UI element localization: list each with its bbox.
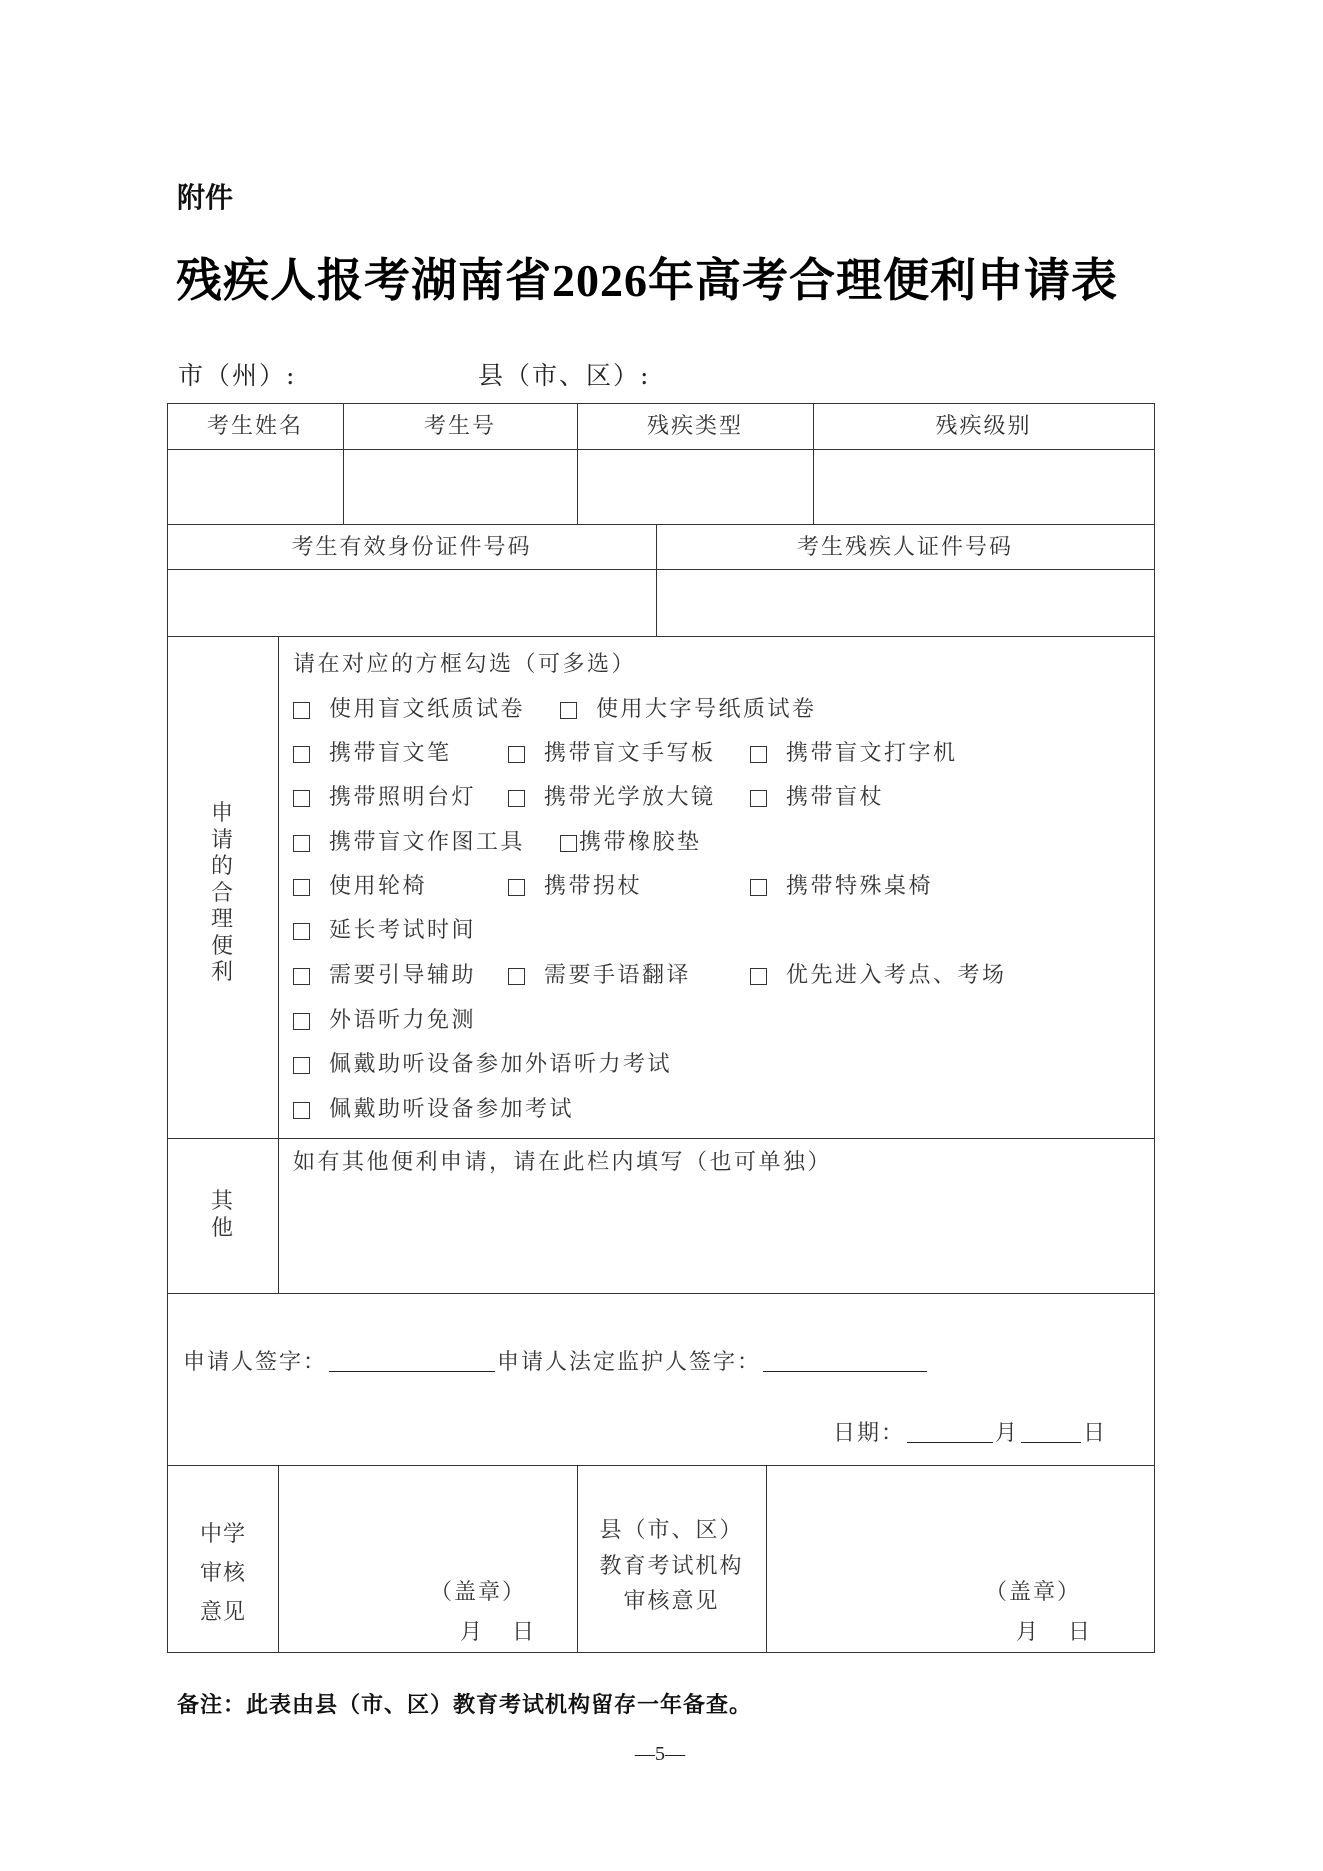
month-label: 月 [995, 1421, 1020, 1446]
school-day-label: 日 [512, 1620, 537, 1645]
school-stamp-label: （盖章） [430, 1580, 527, 1605]
option-magnifier[interactable] [508, 787, 716, 809]
row-divider [167, 1465, 1155, 1466]
checkbox-icon[interactable] [750, 746, 767, 763]
option-braille-typewriter[interactable] [750, 743, 958, 765]
col-divider [278, 1465, 279, 1653]
option-label: 优先进入考点、考场 [786, 963, 1007, 988]
option-white-cane[interactable] [750, 787, 884, 809]
signature-line [183, 1352, 929, 1374]
checkbox-icon[interactable] [293, 790, 310, 807]
option-extended-time[interactable] [293, 920, 476, 942]
option-desk-lamp[interactable] [293, 787, 476, 809]
option-crutches[interactable] [508, 876, 642, 898]
option-label: 携带照明台灯 [329, 785, 477, 810]
option-label: 使用轮椅 [329, 874, 428, 899]
option-label: 使用大字号纸质试卷 [596, 697, 817, 722]
checkbox-icon[interactable] [508, 879, 525, 896]
guardian-signature-label: 申请人法定监护人签字： [497, 1350, 762, 1375]
checkbox-icon[interactable] [560, 835, 577, 852]
table-border-top [167, 403, 1155, 404]
option-large-print-paper[interactable] [560, 699, 817, 721]
checkbox-icon[interactable] [508, 790, 525, 807]
checkbox-icon[interactable] [750, 879, 767, 896]
checkbox-icon[interactable] [508, 968, 525, 985]
guardian-signature-field[interactable] [763, 1370, 927, 1372]
candidate-name-field[interactable] [169, 475, 341, 499]
day-label: 日 [1083, 1421, 1108, 1446]
checkbox-icon[interactable] [293, 1013, 310, 1030]
option-label: 携带光学放大镜 [544, 785, 716, 810]
county-review-label-line1: 县（市、区） [599, 1518, 744, 1543]
header-disability-level: 残疾级别 [935, 414, 1032, 439]
option-rubber-mat[interactable] [560, 832, 702, 854]
option-label: 携带拐杖 [544, 874, 643, 899]
option-priority-entry[interactable] [750, 965, 1007, 987]
checkbox-icon[interactable] [293, 835, 310, 852]
option-braille-paper[interactable] [293, 699, 525, 721]
checkbox-icon[interactable] [750, 790, 767, 807]
checkbox-icon[interactable] [293, 879, 310, 896]
page-number: —5— [635, 1743, 685, 1765]
header-disability-type: 残疾类型 [646, 414, 743, 439]
col-divider [278, 636, 279, 1293]
row-divider [167, 1293, 1155, 1294]
row-divider [167, 449, 1155, 450]
applicant-signature-label: 申请人签字： [183, 1350, 328, 1375]
row-divider [167, 524, 1155, 525]
option-braille-drawing-tools[interactable] [293, 832, 525, 854]
county-review-label-line3: 审核意见 [623, 1589, 720, 1614]
col-divider [766, 1465, 767, 1653]
option-sign-language[interactable] [508, 965, 691, 987]
option-label: 需要引导辅助 [329, 963, 477, 988]
option-label: 携带盲文作图工具 [329, 830, 526, 855]
option-label: 使用盲文纸质试卷 [329, 697, 526, 722]
attachment-label: 附件 [177, 181, 234, 214]
candidate-number-field[interactable] [345, 475, 575, 499]
disability-type-field[interactable] [579, 475, 811, 499]
id-number-field[interactable] [169, 590, 654, 614]
header-id-number: 考生有效身份证件号码 [291, 535, 532, 560]
checkbox-icon[interactable] [293, 1057, 310, 1074]
accommodations-label: 申请的合理便利 [210, 801, 233, 985]
option-special-desk-chair[interactable] [750, 876, 933, 898]
county-review-label-line2: 教育考试机构 [599, 1554, 744, 1579]
county-label: 县（市、区）: [478, 361, 651, 390]
header-candidate-number: 考生号 [423, 414, 496, 439]
date-month-field[interactable] [907, 1441, 993, 1443]
footnote: 备注：此表由县（市、区）教育考试机构留存一年备查。 [177, 1693, 753, 1718]
applicant-signature-field[interactable] [329, 1370, 495, 1372]
option-braille-pen[interactable] [293, 743, 452, 765]
row-divider [167, 1138, 1155, 1139]
option-hearing-aid-exam[interactable] [293, 1099, 574, 1121]
option-label: 携带盲杖 [786, 785, 885, 810]
option-label: 携带橡胶垫 [579, 830, 702, 855]
option-braille-slate[interactable] [508, 743, 716, 765]
accommodations-instruction: 请在对应的方框勾选（可多选） [293, 652, 637, 677]
option-label: 需要手语翻译 [544, 963, 692, 988]
checkbox-icon[interactable] [750, 968, 767, 985]
checkbox-icon[interactable] [293, 702, 310, 719]
city-label: 市（州）: [178, 361, 297, 390]
school-review-label: 中学审核意见 [200, 1522, 247, 1625]
checkbox-icon[interactable] [508, 746, 525, 763]
option-label: 携带特殊桌椅 [786, 874, 934, 899]
other-label: 其他 [210, 1189, 233, 1241]
county-day-label: 日 [1068, 1620, 1093, 1645]
checkbox-icon[interactable] [293, 746, 310, 763]
date-label: 日期： [833, 1421, 906, 1446]
header-candidate-name: 考生姓名 [206, 414, 303, 439]
school-month-label: 月 [460, 1620, 485, 1645]
option-label: 佩戴助听设备参加外语听力考试 [329, 1052, 673, 1077]
disability-cert-number-field[interactable] [658, 590, 1152, 614]
checkbox-icon[interactable] [293, 923, 310, 940]
checkbox-icon[interactable] [293, 1102, 310, 1119]
date-line [833, 1423, 1107, 1445]
table-border-bottom [167, 1652, 1155, 1653]
option-label: 外语听力免测 [329, 1008, 477, 1033]
option-listening-exempt[interactable] [293, 1010, 476, 1032]
header-disability-cert-number: 考生残疾人证件号码 [796, 535, 1013, 560]
county-stamp-label: （盖章） [985, 1580, 1082, 1605]
option-label: 携带盲文笔 [329, 741, 452, 766]
option-label: 佩戴助听设备参加考试 [329, 1097, 575, 1122]
option-hearing-aid-listening[interactable] [293, 1054, 672, 1076]
checkbox-icon[interactable] [293, 968, 310, 985]
option-label: 携带盲文手写板 [544, 741, 716, 766]
page-title: 残疾人报考湖南省2026年高考合理便利申请表 [176, 255, 1118, 306]
option-label: 延长考试时间 [329, 918, 477, 943]
option-wheelchair[interactable] [293, 876, 427, 898]
row-divider [167, 569, 1155, 570]
option-label: 携带盲文打字机 [786, 741, 958, 766]
checkbox-icon[interactable] [560, 702, 577, 719]
row-divider [167, 636, 1155, 637]
date-day-field[interactable] [1021, 1441, 1081, 1443]
other-input-area[interactable] [292, 1185, 1142, 1285]
option-guide-assistance[interactable] [293, 965, 476, 987]
county-month-label: 月 [1016, 1620, 1041, 1645]
disability-level-field[interactable] [815, 475, 1152, 499]
other-instruction: 如有其他便利申请，请在此栏内填写（也可单独） [293, 1150, 833, 1175]
